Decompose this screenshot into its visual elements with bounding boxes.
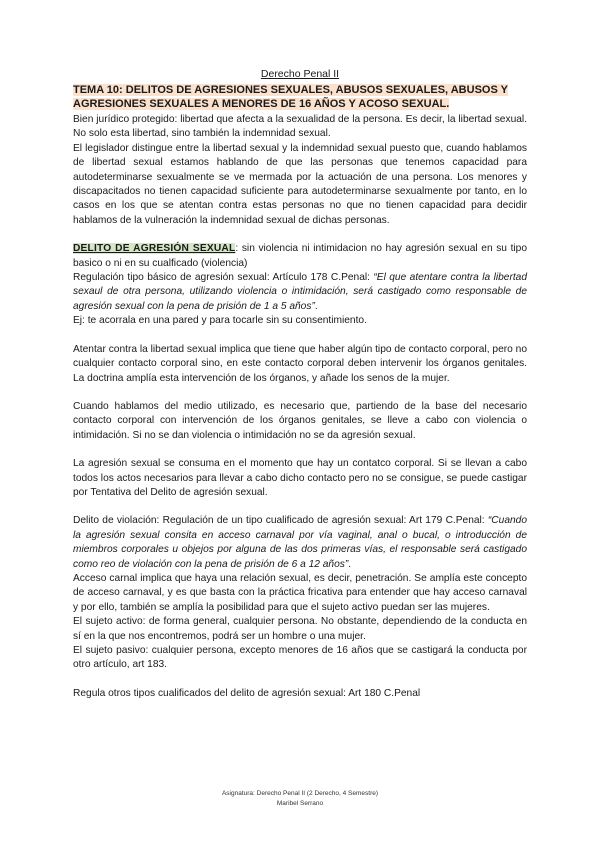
paragraph-ejemplo: Ej: te acorrala en una pared y para tocarle sin su consentimiento. [73, 315, 367, 327]
paragraph-art-180: Regula otros tipos cualificados del delito de agresión sexual: Art 180 C.Penal [73, 687, 421, 699]
paragraph-delito-agresion [73, 242, 527, 271]
paragraph-legislador: El legislador distingue entre la libertad sexual y la indemnidad sexual puesto que, cuando hablamos de libertad sexual estamos hablando de que las personas que tenemos capacidad para autodeterminarse sexualmente se ve mermada por la actuación de una persona. Los menores y discapacitados no tienen capacidad suficiente para autodeterminarse sexualmente por tanto, en lo casos en los que se atentan contra estas personas no que no tienen capacidad para decidir hablamos de la vulneración la indemnidad sexual de dichas personas. [73, 142, 527, 226]
page-footer [0, 789, 600, 809]
article-178-quote: “El que atentare contra la libertad sexaul de otra persona, utilizando violencia o intimidación, será castigado como responsable de agresión sexual con la pena de prisión de 1 a 5 años” [73, 272, 527, 312]
regulacion-178-lead: Regulación tipo básico de agresión sexual: Artículo 178 C.Penal: [73, 272, 374, 284]
document-title [73, 83, 527, 111]
violacion-lead: Delito de violación: Regulación de un tipo cualificado de agresión sexual: Art 179 C.Penal: [73, 515, 488, 527]
paragraph-sujeto-activo: El sujeto activo: de forma general, cualquier persona. No obstante, dependiendo de la conducta en sí en la que nos encontremos, podrá ser un hombre o una mujer. [73, 616, 527, 642]
paragraph-delito-violacion [73, 514, 527, 572]
paragraph-regulacion-178 [73, 271, 527, 314]
article-179-quote: “Cuando la agresión sexual consita en acceso carnaval por vía vaginal, anal o bucal, o introducción de miembros corporales u objejos por alguna de las dos primeras vías, el responsable será castigado como reo de violación con la pena de prisión de 6 a 12 años” [73, 515, 527, 570]
footer-subject: Asignatura: Derecho Penal II (2 Derecho, 4 Semestre) [221, 790, 379, 797]
course-header: Derecho Penal II [260, 68, 340, 80]
paragraph-contacto-corporal: Atentar contra la libertad sexual implica que tiene que haber algún tipo de contacto corporal, pero no cualquier contacto corporal sino, en este contacto corporal deben intervenir los órganos genitales. La doctrina amplía esta intervención de los órganos, y añade los senos de la mujer. [73, 343, 527, 384]
document-page [73, 68, 527, 701]
footer-author: Maribel Serrano [276, 800, 324, 807]
title-highlight: TEMA 10: DELITOS DE AGRESIONES SEXUALES, ABUSOS SEXUALES, ABUSOS Y AGRESIONES SEXUALES A MENORES DE 16 AÑOS Y ACOSO SEXUAL. [73, 84, 508, 110]
paragraph-medio-utilizado: Cuando hablamos del medio utilizado, es necesario que, partiendo de la base del necesario contacto corporal con intervención de los órganos genitales, se lleve a cabo con violencia o intimidación. Si no se dan violencia o intimidación no se da agresión sexual. [73, 400, 527, 441]
paragraph-consumacion: La agresión sexual se consuma en el momento que hay un contatco corporal. Si se llevan a cabo todos los actos necesarios para llevar a cabo dicho contacto pero no se consigue, se puede castigar por Tentativa del Delito de agresión sexual. [73, 458, 527, 498]
section-heading-rest: : sin violencia ni intimidacion no hay agresión sexual en su tipo basico o ni en su cualficado (violencia) [73, 243, 527, 269]
paragraph-bien-juridico: Bien jurídico protegido: libertad que afecta a la sexualidad de la persona. Es decir, la libertad sexual. No solo esta libertad, sino también la indemnidad sexual. [73, 114, 527, 140]
paragraph-acceso-carnal: Acceso carnal implica que haya una relación sexual, es decir, penetración. Se amplía este concepto de acceso carnaval, y es que basta con la práctica fricativa para entender que hay acceso carnaval y por ello, también se amplía la posibilidad para que el sujeto activo puedan ser las mujeres. [73, 572, 527, 613]
section-heading-agresion-sexual: DELITO DE AGRESIÓN SEXUAL [73, 243, 236, 255]
regulacion-178-end: . [314, 300, 318, 312]
violacion-end: . [348, 558, 352, 570]
paragraph-sujeto-pasivo: El sujeto pasivo: cualquier persona, excepto menores de 16 años que se castigará la conducta por otro artículo, art 183. [73, 645, 527, 671]
